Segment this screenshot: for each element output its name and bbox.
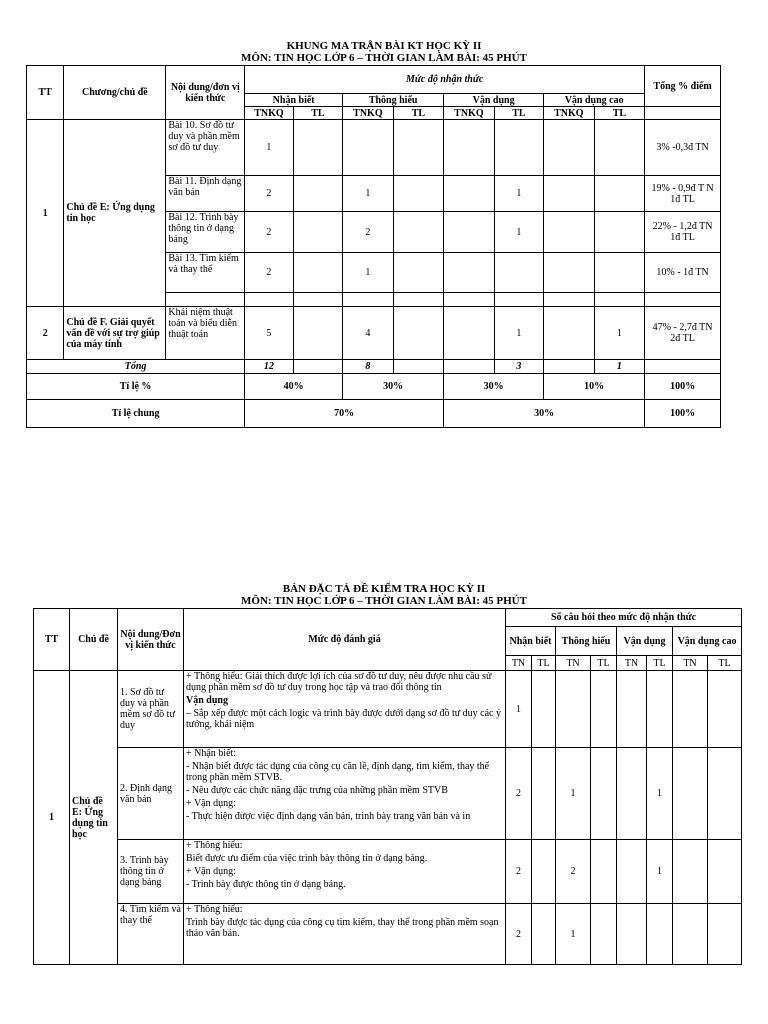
matrix-sub-header: TL	[594, 107, 645, 120]
matrix-common-value: 30%	[444, 400, 645, 428]
spec-eval-cell	[184, 671, 506, 748]
matrix-cell: 1	[343, 253, 394, 293]
spec-level-name: Thông hiểu	[556, 627, 617, 656]
spec-cell	[673, 904, 708, 965]
matrix-group-chapter: Chủ đề E: Ứng dụng tin học	[64, 120, 166, 307]
matrix-rate-value: 30%	[343, 374, 444, 400]
spec-eval-line: Trình bày được tác dụng của công cụ tìm kiếm, thay thế trong phần mềm soạn thảo văn bản.	[186, 917, 499, 939]
spec-cell	[556, 671, 591, 748]
matrix-cell	[594, 120, 645, 176]
matrix-cell	[393, 212, 444, 253]
spec-header-content: Nội dung/Đơn vị kiến thức	[118, 609, 184, 671]
spec-level-name: Nhận biết	[506, 627, 556, 656]
spec-topic: Chủ đề E: Ứng dụng tin học	[70, 671, 118, 965]
spec-cell: 1	[556, 904, 591, 965]
spec-eval-line: + Vận dụng:	[186, 866, 236, 877]
matrix-cell	[594, 212, 645, 253]
matrix-sub-header: TL	[293, 107, 342, 120]
spec-sub-header: TL	[532, 656, 556, 671]
matrix-common-total: 100%	[645, 400, 721, 428]
matrix-cell: 1	[494, 307, 543, 360]
matrix-cell	[293, 212, 342, 253]
spec-sub-header: TL	[591, 656, 617, 671]
spec-cell	[647, 671, 673, 748]
matrix-sum-cell	[293, 360, 342, 374]
spec-header-count: Số câu hỏi theo mức độ nhận thức	[506, 609, 742, 627]
spec-cell: 1	[506, 671, 532, 748]
spec-level-name: Vận dụng	[617, 627, 673, 656]
spec-eval-cell	[184, 840, 506, 904]
matrix-header-tt: TT	[27, 66, 64, 120]
spec-cell	[532, 671, 556, 748]
matrix-group-tt: 2	[27, 307, 64, 360]
spec-cell	[708, 904, 742, 965]
spec-eval-line: - Nêu được các chức năng đặc trưng của những phần mềm STVB	[186, 785, 448, 796]
spec-header-eval: Mức độ đánh giá	[184, 609, 506, 671]
spec-content-cell: 1. Sơ đồ tư duy và phần mềm sơ đồ tư duy	[118, 671, 184, 748]
matrix-total-cell: 3% -0,3đ TN	[645, 120, 721, 176]
spec-tt: 1	[34, 671, 70, 965]
spec-cell	[647, 904, 673, 965]
spec-cell	[708, 671, 742, 748]
matrix-title: KHUNG MA TRẬN BÀI KT HỌC KỲ II	[286, 40, 482, 52]
matrix-subtitle: MÔN: TIN HỌC LỚP 6 – THỜI GIAN LÀM BÀI: 45 PHÚT	[241, 52, 527, 64]
spec-cell	[617, 904, 647, 965]
spec-cell	[673, 748, 708, 840]
spec-eval-line: + Thông hiểu:	[186, 904, 243, 915]
spec-header-tt: TT	[34, 609, 70, 671]
spec-eval-line: Biết được ưu điểm của việc trình bày thông tin ở dạng bảng.	[186, 853, 428, 864]
spec-cell: 2	[506, 904, 532, 965]
matrix-cell	[544, 120, 595, 176]
matrix-cell: 4	[343, 307, 394, 360]
spec-title: BẢN ĐẶC TẢ ĐỀ KIỂM TRA HỌC KỲ II	[282, 583, 486, 595]
spec-cell: 2	[506, 840, 532, 904]
matrix-cell: 5	[245, 307, 293, 360]
matrix-sum-cell	[544, 360, 595, 374]
spec-subtitle: MÔN: TIN HỌC LỚP 6 – THỜI GIAN LÀM BÀI: 45 PHÚT	[241, 595, 527, 607]
matrix-table	[26, 65, 721, 428]
spec-cell	[708, 840, 742, 904]
matrix-cell	[293, 307, 342, 360]
matrix-common-label: Tỉ lệ chung	[27, 400, 245, 428]
matrix-sum-cell	[444, 360, 495, 374]
spec-cell	[591, 904, 617, 965]
matrix-sum-cell: 3	[494, 360, 543, 374]
spec-cell: 2	[506, 748, 532, 840]
matrix-group-tt: 1	[27, 120, 64, 307]
spec-eval-line: - Thực hiện được việc định dạng văn bản, trình bày trang văn bản và in	[186, 811, 471, 822]
matrix-group-chapter: Chủ đề F. Giải quyết vấn đề với sự trợ giúp của máy tính	[64, 307, 166, 360]
matrix-level-name: Thông hiểu	[343, 94, 444, 107]
matrix-total-cell: 47% - 2,7đ TN 2đ TL	[645, 307, 721, 360]
matrix-rate-total: 100%	[645, 374, 721, 400]
matrix-content-cell: Khái niệm thuật toán và biểu diễn thuật toán	[166, 307, 245, 360]
spec-header-topic: Chủ đề	[70, 609, 118, 671]
matrix-header-levels: Mức độ nhận thức	[245, 66, 645, 94]
matrix-total-cell: 22% - 1,2đ TN 1đ TL	[645, 212, 721, 253]
spec-sub-header: TL	[647, 656, 673, 671]
matrix-content-cell: Bài 13. Tìm kiếm và thay thế	[166, 253, 245, 293]
spec-cell	[591, 840, 617, 904]
matrix-total-cell: 10% - 1đ TN	[645, 253, 721, 293]
matrix-total-cell: 19% - 0,9đ T N 1đ TL	[645, 176, 721, 212]
matrix-cell	[393, 176, 444, 212]
matrix-cell: 2	[245, 212, 293, 253]
spec-sub-header: TN	[506, 656, 532, 671]
matrix-cell	[444, 120, 495, 176]
spec-eval-line: Vận dụng	[186, 695, 228, 706]
matrix-sub-header: TL	[393, 107, 444, 120]
spec-row	[34, 904, 742, 965]
matrix-cell: 2	[245, 176, 293, 212]
spec-sub-header: TN	[556, 656, 591, 671]
spec-row	[34, 671, 742, 748]
spec-sub-header: TN	[673, 656, 708, 671]
matrix-sub-header: TNKQ	[544, 107, 595, 120]
matrix-cell	[544, 307, 595, 360]
spec-sub-header: TL	[708, 656, 742, 671]
matrix-cell	[444, 176, 495, 212]
spec-eval-line: + Nhận biết:	[186, 748, 237, 759]
matrix-cell: 2	[343, 212, 394, 253]
matrix-cell	[444, 307, 495, 360]
spec-cell: 1	[647, 748, 673, 840]
matrix-cell	[544, 176, 595, 212]
spec-content-cell: 2. Định dạng văn bản	[118, 748, 184, 840]
spec-row	[34, 840, 742, 904]
matrix-cell	[293, 176, 342, 212]
matrix-cell	[293, 120, 342, 176]
matrix-sum-cell: 8	[343, 360, 394, 374]
spec-cell	[532, 748, 556, 840]
spec-eval-line: + Vận dụng:	[186, 798, 236, 809]
spec-content-cell: 3. Trình bày thông tin ở dạng bảng	[118, 840, 184, 904]
matrix-content-cell: Bài 12. Trình bày thông tin ở dạng bảng	[166, 212, 245, 253]
matrix-sub-header: TNKQ	[444, 107, 495, 120]
spec-cell: 1	[556, 748, 591, 840]
matrix-sum-row	[27, 360, 721, 374]
matrix-rate-row	[27, 374, 721, 400]
spec-cell	[673, 671, 708, 748]
spec-cell	[673, 840, 708, 904]
spec-row	[34, 748, 742, 840]
matrix-content-cell: Bài 10. Sơ đồ tư duy và phần mềm sơ đồ tư duy	[166, 120, 245, 176]
matrix-rate-value: 30%	[444, 374, 544, 400]
spec-cell	[591, 671, 617, 748]
matrix-sum-label: Tổng	[27, 360, 245, 374]
matrix-sum-cell	[393, 360, 444, 374]
matrix-header-chapter: Chương/chủ đề	[64, 66, 166, 120]
matrix-sum-cell: 12	[245, 360, 293, 374]
matrix-cell: 1	[245, 120, 293, 176]
matrix-cell: 1	[494, 212, 543, 253]
matrix-cell: 1	[594, 307, 645, 360]
matrix-level-name: Vận dụng	[444, 94, 544, 107]
matrix-cell	[544, 253, 595, 293]
matrix-common-row	[27, 400, 721, 428]
matrix-cell	[444, 253, 495, 293]
matrix-cell	[343, 120, 394, 176]
spec-content-cell: 4. Tìm kiếm và thay thế	[118, 904, 184, 965]
spec-cell	[617, 748, 647, 840]
matrix-rate-value: 10%	[544, 374, 645, 400]
spec-eval-cell	[184, 904, 506, 965]
matrix-sub-header: TL	[494, 107, 543, 120]
spec-eval-line: + Thông hiểu: Giải thích được lợi ích của sơ đồ tư duy, nêu được nhu cầu sử dụng phần mềm sơ đồ tư duy trong học tập và trao đổi thông tin	[186, 671, 492, 693]
spec-eval-cell	[184, 748, 506, 840]
spec-table	[33, 608, 742, 965]
spec-cell	[617, 840, 647, 904]
matrix-cell	[393, 307, 444, 360]
matrix-cell	[293, 253, 342, 293]
matrix-header-total: Tổng % điểm	[645, 66, 721, 107]
spec-cell: 2	[556, 840, 591, 904]
matrix-cell	[594, 253, 645, 293]
spec-eval-line: - Nhận biết được tác dụng của công cụ căn lề, định dạng, tìm kiếm, thay thế trong phần mềm STVB.	[186, 761, 490, 783]
matrix-level-name: Vận dụng cao	[544, 94, 645, 107]
spec-cell	[617, 671, 647, 748]
spec-eval-line: - Trình bày được thông tin ở dạng bảng.	[186, 879, 346, 890]
matrix-content-cell: Bài 11. Định dạng văn bản	[166, 176, 245, 212]
matrix-header-content: Nội dung/đơn vị kiến thức	[166, 66, 245, 120]
matrix-cell: 2	[245, 253, 293, 293]
spec-cell	[532, 904, 556, 965]
matrix-level-name: Nhận biết	[245, 94, 343, 107]
matrix-sub-header: TNKQ	[343, 107, 394, 120]
spec-cell	[591, 748, 617, 840]
matrix-cell	[544, 212, 595, 253]
spec-eval-line: – Sắp xếp được một cách logic và trình bày được dưới dạng sơ đồ tư duy các ý tưởng, khái niệm	[186, 708, 501, 730]
matrix-cell	[393, 253, 444, 293]
matrix-common-value: 70%	[245, 400, 444, 428]
spec-cell: 1	[647, 840, 673, 904]
matrix-cell: 1	[343, 176, 394, 212]
matrix-row	[27, 120, 721, 176]
spec-cell	[708, 748, 742, 840]
spec-sub-header: TN	[617, 656, 647, 671]
matrix-row	[27, 307, 721, 360]
matrix-cell	[494, 253, 543, 293]
matrix-rate-value: 40%	[245, 374, 343, 400]
spec-eval-line: + Thông hiểu:	[186, 840, 243, 851]
matrix-sub-header: TNKQ	[245, 107, 293, 120]
matrix-cell	[494, 120, 543, 176]
spec-cell	[532, 840, 556, 904]
matrix-cell	[393, 120, 444, 176]
matrix-cell	[444, 212, 495, 253]
matrix-rate-label: Tỉ lệ %	[27, 374, 245, 400]
matrix-cell	[594, 176, 645, 212]
spec-level-name: Vận dụng cao	[673, 627, 742, 656]
matrix-sum-cell: 1	[594, 360, 645, 374]
matrix-cell: 1	[494, 176, 543, 212]
